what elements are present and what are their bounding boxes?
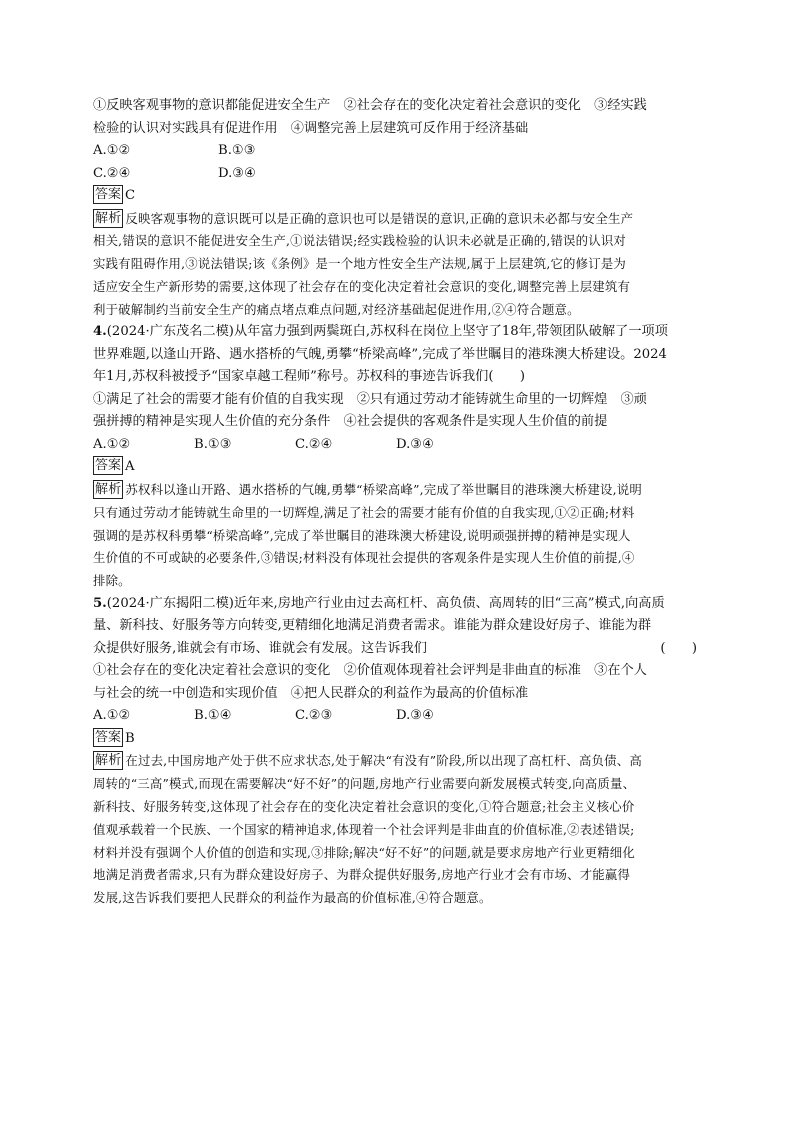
q4-statement-line-1: ①满足了社会的需要才能有价值的自我实现 ②只有通过劳动才能铸就生命里的一切辉煌 ③顽 <box>93 391 647 407</box>
q4-analysis-label: 解析 <box>95 481 122 497</box>
q3-answer-value: C <box>125 188 136 203</box>
q5-analysis-line-1 <box>93 750 705 773</box>
q3-analysis-line-3: 实践有阻碍作用,③说法错误;该《条例》是一个地方性安全生产法规,属于上层建筑,它的修订是为 <box>93 256 627 272</box>
q5-option-d: D.③④ <box>396 708 434 724</box>
q5-analysis-line-3: 新科技、好服务转变,这体现了社会存在的变化决定着社会意识的变化,①符合题意;社会主义核心价 <box>93 799 635 815</box>
q5-analysis <box>93 750 705 910</box>
q5-head-line-2: 量、新科技、好服务等方向转变,更精细化地满足消费者需求。谁能为群众建设好房子、谁能为群 <box>93 618 652 634</box>
q5-option-c: C.②③ <box>295 708 333 724</box>
q4-head-line-3: 年1月,苏权科被授予“国家卓越工程师”称号。苏权科的事迹告诉我们( ) <box>93 369 525 385</box>
q4-analysis-line-5: 排除。 <box>93 573 131 589</box>
document-page <box>93 95 705 910</box>
q5-head-line-3 <box>93 638 705 661</box>
question-3 <box>93 95 705 321</box>
q5-statement-line-1: ①社会存在的变化决定着社会意识的变化 ②价值观体现着社会评判是非曲直的标准 ③在个人 <box>93 663 647 679</box>
q4-answer-label: 答案 <box>95 458 122 474</box>
q4-analysis <box>93 479 705 593</box>
q5-options-row <box>93 705 705 728</box>
q4-option-b: B.①③ <box>194 436 232 452</box>
q5-analysis-line-2: 周转的“三高”模式,而现在需要解决“好不好”的问题,房地产行业需要向新发展模式转变,向高质量、 <box>93 776 636 792</box>
q4-analysis-line-4: 生价值的不可或缺的必要条件,③错误;材料没有体现社会提供的客观条件是实现人生价值的前提,④ <box>93 550 635 566</box>
q5-analysis-line-4: 值观承载着一个民族、一个国家的精神追求,体现着一个社会评判是非曲直的价值标准,②表述错误; <box>93 821 635 837</box>
q5-number: 5. <box>93 595 107 611</box>
q3-analysis <box>93 208 705 322</box>
q4-number: 4. <box>93 324 107 340</box>
q4-option-c: C.②④ <box>295 436 333 452</box>
q3-options-row-1 <box>93 140 705 163</box>
q4-options-row <box>93 434 705 457</box>
q5-statement-line-2: 与社会的统一中创造和实现价值 ④把人民群众的利益作为最高的价值标准 <box>93 685 529 701</box>
q3-option-a: A.①② <box>93 143 131 158</box>
q5-answer-blank: ( ) <box>660 640 697 656</box>
q4-option-d: D.③④ <box>396 436 434 452</box>
q4-analysis-text-1: 苏权科以逢山开路、遇水搭桥的气魄,勇攀“桥梁高峰”,完成了举世瞩目的港珠澳大桥建设,说明 <box>125 481 642 497</box>
question-4 <box>93 321 705 592</box>
q4-analysis-line-1 <box>93 479 705 502</box>
q3-options-row-2 <box>93 163 705 186</box>
q3-analysis-label: 解析 <box>95 210 122 226</box>
q5-head-line-1 <box>93 593 705 616</box>
q5-analysis-line-6: 地满足消费者需求,只有为群众建设好房子、为群众提供好服务,房地产行业才会有市场、才能赢得 <box>93 867 631 883</box>
question-5 <box>93 593 705 910</box>
q5-answer-label: 答案 <box>95 729 122 745</box>
q4-analysis-line-3: 强调的是苏权科勇攀“桥梁高峰”,完成了举世瞩目的港珠澳大桥建设,说明顽强拼搏的精神是实现人 <box>93 527 631 543</box>
q4-answer <box>93 456 705 479</box>
q3-analysis-line-1 <box>93 208 705 231</box>
q4-answer-value: A <box>125 459 135 475</box>
q3-answer-label: 答案 <box>95 187 122 202</box>
q5-analysis-text-1: 在过去,中国房地产处于供不应求状态,处于解决“有没有”阶段,所以出现了高杠杆、高负债、高 <box>125 753 642 769</box>
q4-option-a: A.①② <box>93 436 131 452</box>
q5-head-text-1: (2024·广东揭阳二模)近年来,房地产行业由过去高杠杆、高负债、高周转的旧“三高”模式,向高质 <box>106 595 665 611</box>
q3-option-c: C.②④ <box>93 165 131 181</box>
q4-head-line-1 <box>93 321 705 344</box>
q5-option-b: B.①④ <box>194 708 232 724</box>
q5-head-text-3: 众提供好服务,谁就会有市场、谁就会有发展。这告诉我们 <box>93 640 427 656</box>
q3-statement-line-1: ①反映客观事物的意识都能促进安全生产 ②社会存在的变化决定着社会意识的变化 ③经实践 <box>93 98 647 113</box>
q5-analysis-line-7: 发展,这告诉我们要把人民群众的利益作为最高的价值标准,④符合题意。 <box>93 890 492 906</box>
q3-analysis-line-5: 利于破解制约当前安全生产的痛点堵点难点问题,对经济基础起促进作用,②④符合题意。 <box>93 301 580 317</box>
q5-answer-value: B <box>125 730 135 746</box>
q3-analysis-text-1: 反映客观事物的意识既可以是正确的意识也可以是错误的意识,正确的意识未必都与安全生产 <box>125 210 634 226</box>
q4-head-line-2: 世界难题,以逢山开路、遇水搭桥的气魄,勇攀“桥梁高峰”,完成了举世瞩目的港珠澳大桥建设。2024 <box>93 346 667 362</box>
q4-analysis-line-2: 只有通过劳动才能铸就生命里的一切辉煌,满足了社会的需要才能有价值的自我实现,①②正确;材料 <box>93 504 635 520</box>
q5-analysis-label: 解析 <box>95 753 122 769</box>
q3-statement-line-2: 检验的认识对实践具有促进作用 ④调整完善上层建筑可反作用于经济基础 <box>93 120 529 136</box>
q3-option-b: B.①③ <box>218 143 256 158</box>
q3-analysis-line-4: 适应安全生产新形势的需要,这体现了社会存在的变化决定着社会意识的变化,调整完善上层建筑有 <box>93 278 631 294</box>
q3-analysis-line-2: 相关,错误的意识不能促进安全生产,①说法错误;经实践检验的认识未必就是正确的,错误的认识对 <box>93 233 627 249</box>
q3-option-d: D.③④ <box>218 165 256 181</box>
q3-answer <box>93 185 705 208</box>
q4-statement-line-2: 强拼搏的精神是实现人生价值的充分条件 ④社会提供的客观条件是实现人生价值的前提 <box>93 414 608 430</box>
q4-head-text-1: (2024·广东茂名二模)从年富力强到两鬓斑白,苏权科在岗位上坚守了18年,带领团队破解了一项项 <box>106 324 668 340</box>
q5-answer <box>93 728 705 751</box>
q5-analysis-line-5: 材料并没有强调个人价值的创造和实现,③排除;解决“好不好”的问题,就是要求房地产行业更精细化 <box>93 844 635 860</box>
q5-option-a: A.①② <box>93 708 131 724</box>
